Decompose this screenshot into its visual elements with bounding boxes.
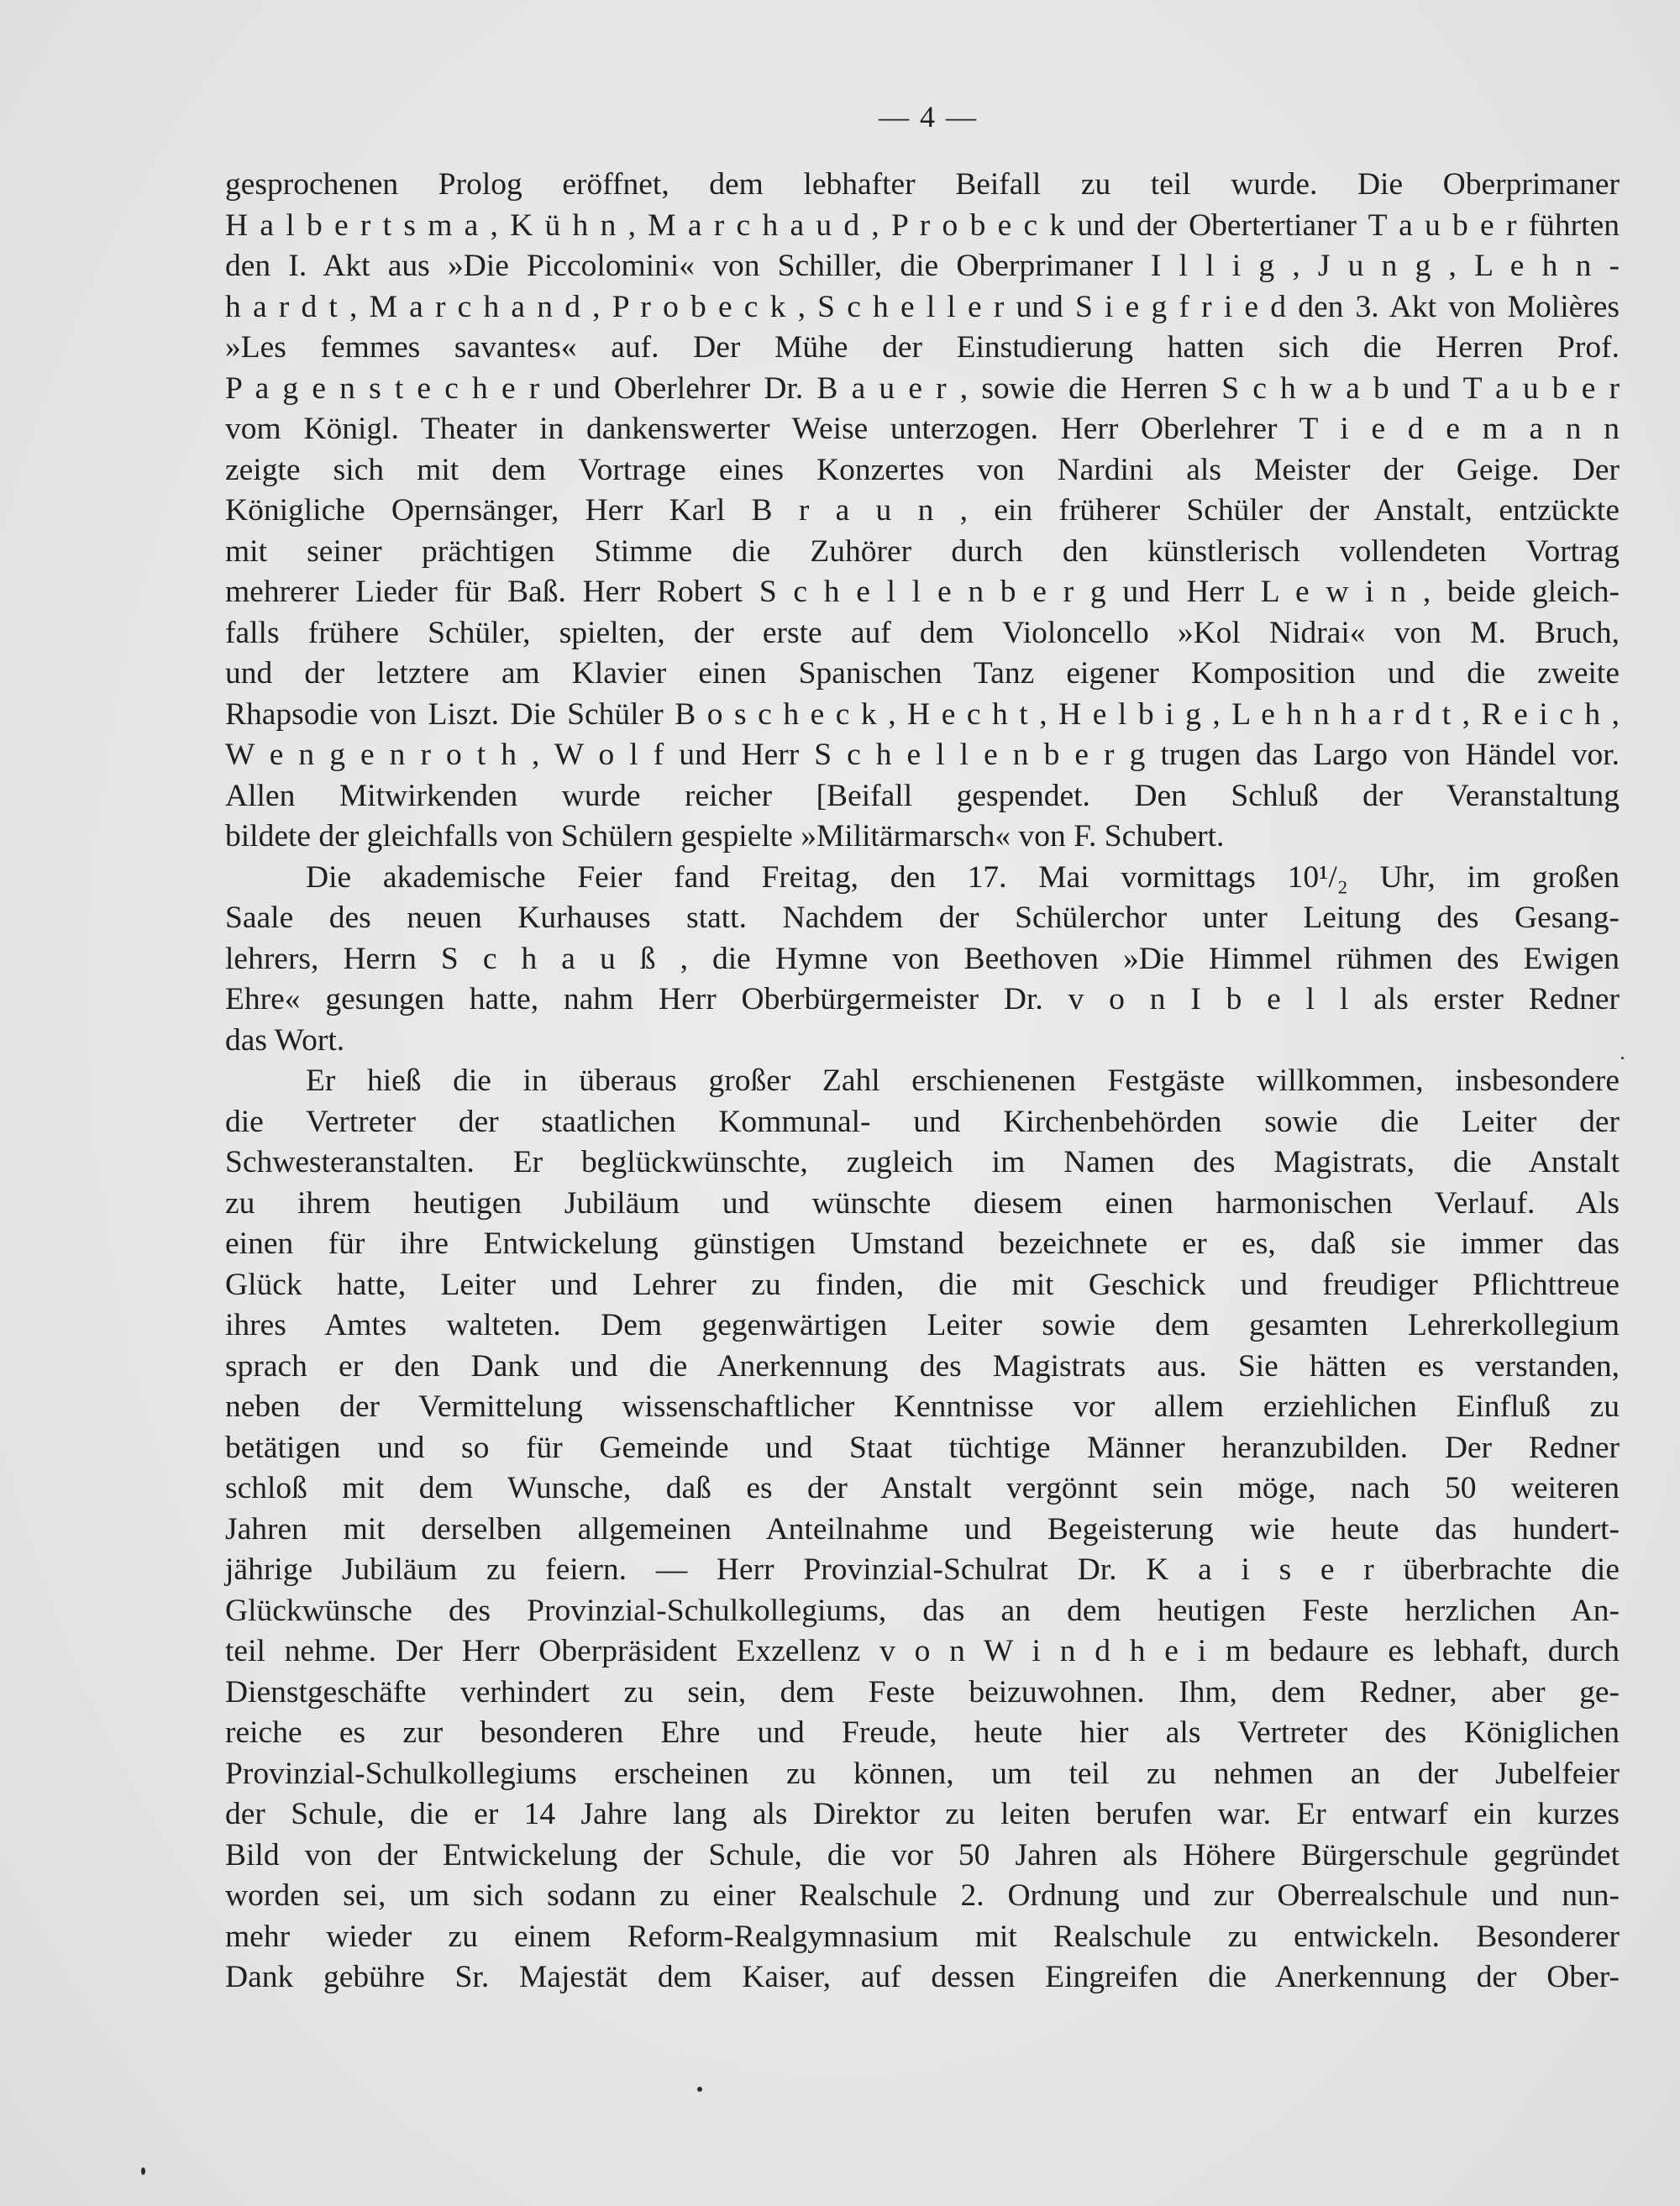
text-line: den I. Akt aus »Die Piccolomini« von Schiller, die Oberprimaner I l l i g , J u n g , L e h n - — [225, 249, 1620, 283]
text-line: Jahren mit derselben allgemeinen Anteilnahme und Begeisterung wie heute das hundert- — [225, 1511, 1620, 1547]
text-line: Dienstgeschäfte verhindert zu sein, dem Feste beizuwohnen. Ihm, dem Redner, aber ge- — [225, 1674, 1620, 1710]
scan-speck — [1621, 1057, 1624, 1059]
text-line: W e n g e n r o t h , W o l f und Herr S c h e l l e n b e r g trugen das Largo von Händel vor. — [225, 738, 1620, 772]
page-number: — 4 — — [879, 100, 978, 134]
text-line: vom Königl. Theater in dankenswerter Weise unterzogen. Herr Oberlehrer T i e d e m a n n — [225, 412, 1620, 446]
text-line: Ehre« gesungen hatte, nahm Herr Oberbürgermeister Dr. v o n I b e l l als erster Redner — [225, 982, 1620, 1016]
text-line: reiche es zur besonderen Ehre und Freude, heute hier als Vertreter des Königlichen — [225, 1715, 1620, 1750]
text-line: mehrerer Lieder für Baß. Herr Robert S c h e l l e n b e r g und Herr L e w i n , beide gleich- — [225, 575, 1620, 609]
text-line: Rhapsodie von Liszt. Die Schüler B o s c h e c k , H e c h t , H e l b i g , L e h n h a r d t , R e i c h , — [225, 696, 1620, 732]
text-line: mit seiner prächtigen Stimme die Zuhörer durch den künstlerisch vollendeten Vortrag — [225, 533, 1620, 569]
text-line: Glück hatte, Leiter und Lehrer zu finden, die mit Geschick und freudiger Pflichttreue — [225, 1267, 1620, 1302]
text-line: schloß mit dem Wunsche, daß es der Anstalt vergönnt sein möge, nach 50 weiteren — [225, 1471, 1620, 1505]
body-text — [225, 165, 1620, 1999]
text-line: Saale des neuen Kurhauses statt. Nachdem der Schülerchor unter Leitung des Gesang- — [225, 901, 1620, 935]
text-line: Er hieß die in überaus großer Zahl erschienenen Festgäste willkommen, insbesondere — [306, 1064, 1620, 1098]
text-line: Dank gebühre Sr. Majestät dem Kaiser, auf dessen Eingreifen die Anerkennung der Ober- — [225, 1960, 1620, 1994]
text-line: mehr wieder zu einem Reform-Realgymnasium mit Realschule zu entwickeln. Besonderer — [225, 1919, 1620, 1954]
text-line: Provinzial-Schulkollegiums erscheinen zu können, um teil zu nehmen an der Jubelfeier — [225, 1756, 1620, 1791]
scan-speck — [697, 2087, 702, 2092]
text-line: sprach er den Dank und die Anerkennung des Magistrats aus. Sie hätten es verstanden, — [225, 1348, 1620, 1384]
text-line: betätigen und so für Gemeinde und Staat tüchtige Männer heranzubilden. Der Redner — [225, 1430, 1620, 1465]
text-line: zeigte sich mit dem Vortrage eines Konzertes von Nardini als Meister der Geige. Der — [225, 452, 1620, 487]
text-line: Königliche Opernsänger, Herr Karl B r a u n , ein früherer Schüler der Anstalt, entzückte — [225, 493, 1620, 528]
text-line: der Schule, die er 14 Jahre lang als Direktor zu leiten berufen war. Er entwarf ein kurzes — [225, 1797, 1620, 1831]
text-line: bildete der gleichfalls von Schülern gespielte »Militärmarsch« von F. Schubert. — [225, 819, 1225, 854]
text-line: Bild von der Entwickelung der Schule, die vor 50 Jahren als Höhere Bürgerschule gegründet — [225, 1837, 1620, 1872]
text-line: lehrers, Herrn S c h a u ß , die Hymne von Beethoven »Die Himmel rühmen des Ewigen — [225, 941, 1620, 976]
text-line: gesprochenen Prolog eröffnet, dem lebhafter Beifall zu teil wurde. Die Oberprimaner — [225, 167, 1620, 202]
text-line: worden sei, um sich sodann zu einer Realschule 2. Ordnung und zur Oberrealschule und nun- — [225, 1878, 1620, 1913]
text-line: jährige Jubiläum zu feiern. — Herr Provinzial-Schulrat Dr. K a i s e r überbrachte die — [225, 1552, 1620, 1587]
text-line: Allen Mitwirkenden wurde reicher [Beifall gespendet. Den Schluß der Veranstaltung — [225, 778, 1620, 813]
text-line: P a g e n s t e c h e r und Oberlehrer Dr. B a u e r , sowie die Herren S c h w a b und T a u b e r — [225, 370, 1620, 406]
text-line: h a r d t , M a r c h a n d , P r o b e c k , S c h e l l e r und S i e g f r i e d den 3. Akt von Molières — [225, 289, 1620, 324]
text-line: H a l b e r t s m a , K ü h n , M a r c h a u d , P r o b e c k und der Obertertianer T a u b e r führten — [225, 207, 1620, 243]
text-line: »Les femmes savantes« auf. Der Mühe der Einstudierung hatten sich die Herren Prof. — [225, 330, 1620, 365]
text-line: neben der Vermittelung wissenschaftlicher Kenntnisse vor allem erziehlichen Einfluß zu — [225, 1389, 1620, 1424]
text-line: Die akademische Feier fand Freitag, den 17. Mai vormittags 10¹/₂ Uhr, im großen — [306, 859, 1620, 895]
text-line: teil nehme. Der Herr Oberpräsident Exzellenz v o n W i n d h e i m bedaure es lebhaft, durch — [225, 1634, 1620, 1668]
text-line: einen für ihre Entwickelung günstigen Umstand bezeichnete er es, daß sie immer das — [225, 1226, 1620, 1261]
text-line: Schwesteranstalten. Er beglückwünschte, zugleich im Namen des Magistrats, die Anstalt — [225, 1145, 1620, 1179]
text-line: zu ihrem heutigen Jubiläum und wünschte diesem einen harmonischen Verlauf. Als — [225, 1185, 1620, 1221]
scan-speck — [141, 2167, 145, 2175]
text-line: und der letztere am Klavier einen Spanischen Tanz eigener Komposition und die zweite — [225, 656, 1620, 691]
text-line: die Vertreter der staatlichen Kommunal- und Kirchenbehörden sowie die Leiter der — [225, 1104, 1620, 1139]
text-line: Glückwünsche des Provinzial-Schulkollegiums, das an dem heutigen Feste herzlichen An- — [225, 1593, 1620, 1628]
text-line: das Wort. — [225, 1022, 345, 1058]
text-line: ihres Amtes walteten. Dem gegenwärtigen Leiter sowie dem gesamten Lehrerkollegium — [225, 1308, 1620, 1342]
text-line: falls frühere Schüler, spielten, der erste auf dem Violoncello »Kol Nidrai« von M. Bruch, — [225, 615, 1620, 650]
